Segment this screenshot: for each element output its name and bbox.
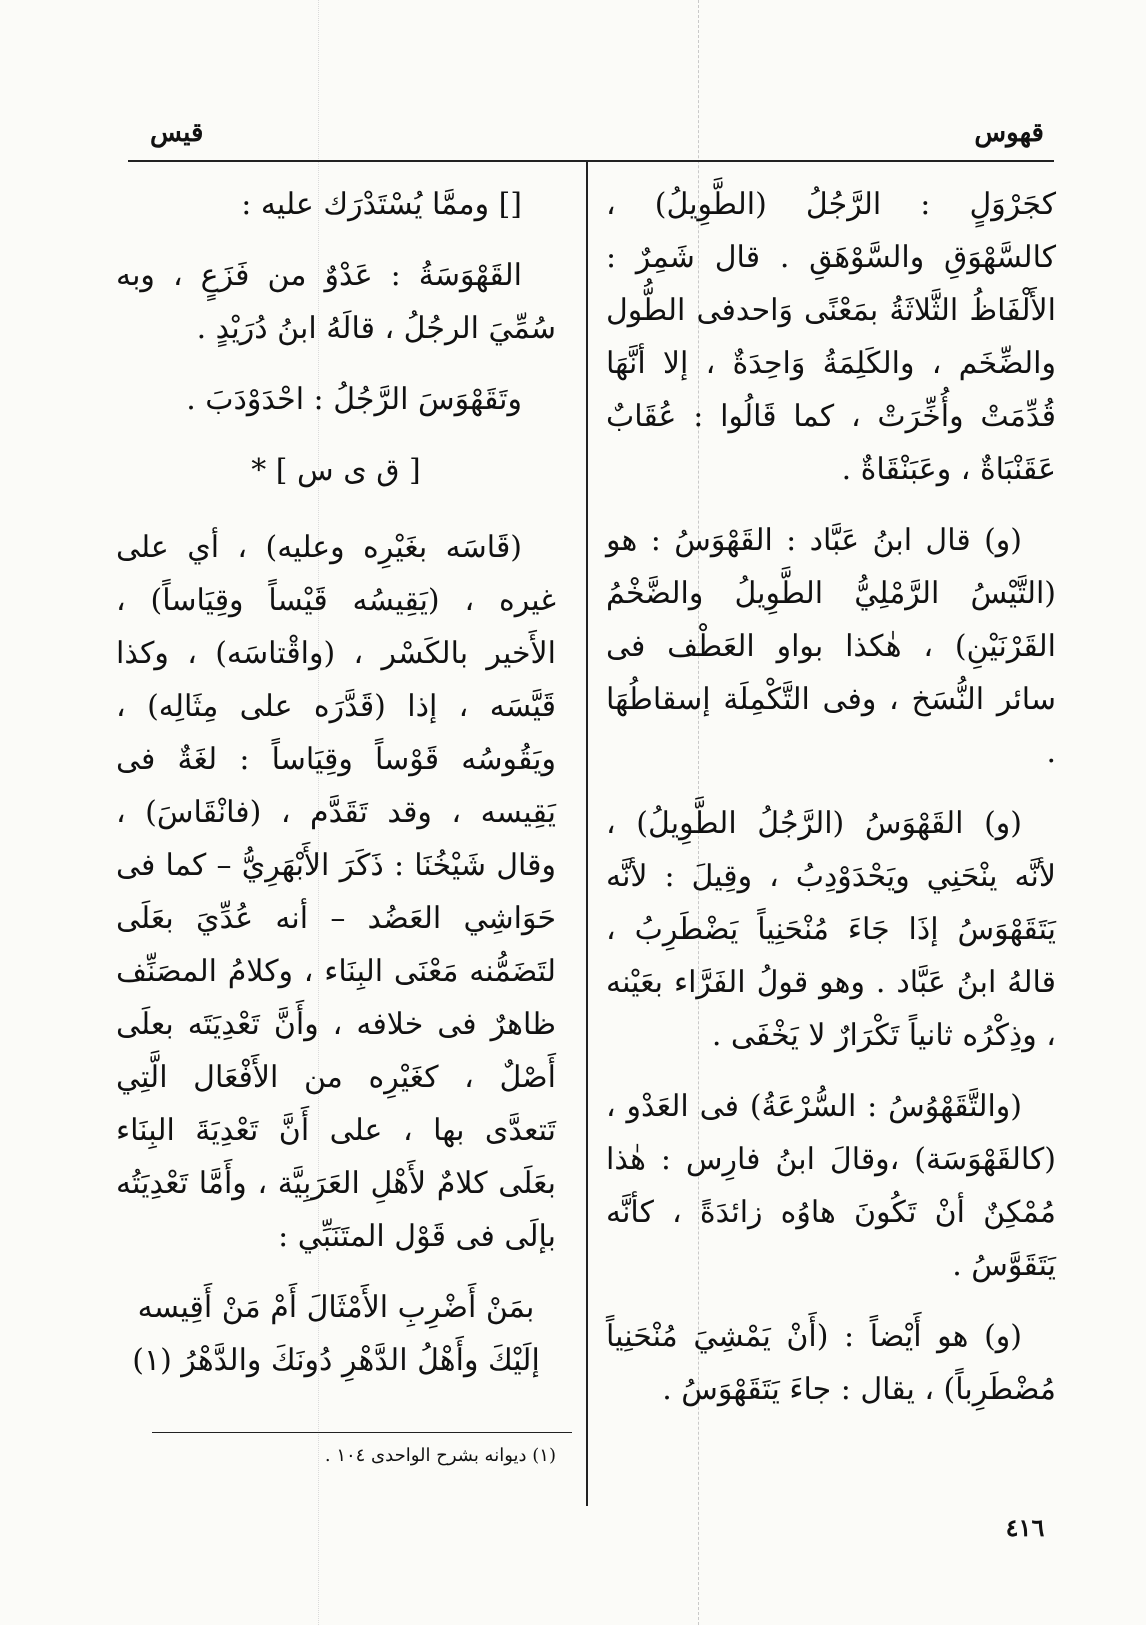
left-column	[116, 178, 556, 1387]
running-head-left: قيس	[150, 118, 204, 148]
footnote: (١) ديوانه بشرح الواحدى ١٠٤ .	[324, 1445, 556, 1466]
entry-paragraph: (والتَّقَهْوُسُ : السُّرْعَةُ) فى العَدْو ، (كالقَهْوَسَة) ،وقالَ ابنُ فارِس : هٰذا مُمْكِنٌ أنْ تَكُونَ هاوُه زائدَةً ، كأنَّه يَتَقَوَّسُ .	[606, 1089, 1056, 1283]
footnote-rule	[152, 1432, 572, 1433]
entry-paragraph: (قَاسَه بغَيْرِه وعليه) ، أي على غيره ، (يَقِيسُه قَيْساً وقِيَاساً) ، الأَخير بالكَسْر ، (واقْتاسَه) ، وكذا قَيَّسَه ، إذا (قَدَّرَه على مِثَالِه) ، ويَقُوسُه قَوْساً وقِيَاساً : لغَةٌ فى يَقِيسه ، وقد تَقَدَّم ، (فانْقَاسَ) ، وقال شَيْخُنَا : ذَكَرَ الأَبْهَرِيُّ – كما فى حَوَاشِي العَضُد – أنه عُدِّيَ بعَلَى لتَضَمُّنه مَعْنَى البِنَاء ، وكلامُ المصَنِّف ظاهرٌ فى خلافه ، وأَنَّ تَعْدِيَتَه بعلَى أَصْلٌ ، كغَيْرِه من الأَفْعَال الَّتِي تَتعدَّى بها ، على أَنَّ تَعْدِيَةَ البِنَاء بعَلَى كلامٌ لأَهْلِ العَرَبِيَّة ، وأَمَّا تَعْدِيَتُه بإلَى فى قَوْل المتَنَبِّي :	[116, 530, 556, 1254]
entry-paragraph: (و) القَهْوَسُ (الرَّجُلُ الطَّوِيلُ) ، لأنَّه ينْحَنِي ويَحْدَوْدِبُ ، وقِيلَ : لأنَّه يَتَقَهْوَسُ إذَا جَاءَ مُنْحَنِياً يَضْطَرِبُ ، قالهُ ابنُ عَبَّاد . وهو قولُ الفَرَّاء بعَيْنه ، وذِكْرُه ثانياً تَكْرَارٌ لا يَخْفَى .	[606, 806, 1056, 1053]
verse-line: بمَنْ أَضْرِبِ الأَمْثَالَ أَمْ مَنْ أَقِيسه	[137, 1290, 535, 1325]
right-column	[606, 178, 1056, 1434]
verse-line: إلَيْكَ وأَهْلُ الدَّهْرِ دُونَكَ والدَّهْرُ (١)	[132, 1343, 540, 1378]
entry-paragraph: وتَقَهْوَسَ الرَّجُلُ : احْدَوْدَبَ .	[186, 382, 522, 417]
header-rule	[128, 160, 1054, 162]
entry-paragraph: القَهْوَسَةُ : عَدْوٌ من فَزَعٍ ، وبه سُمِّيَ الرجُلُ ، قالَهُ ابنُ دُرَيْدٍ .	[116, 258, 556, 346]
page-number: ٤١٦	[1005, 1513, 1045, 1542]
entry-paragraph: (و) هو أَيْضاً : (أَنْ يَمْشِيَ مُنْحَنِياً مُضْطَرِباً) ، يقال : جاءَ يَتَقَهْوَسُ .	[606, 1319, 1056, 1407]
entry-paragraph: (و) قال ابنُ عَبَّاد : القَهْوَسُ : هو (التَّيْسُ الرَّمْلِيُّ الطَّوِيلُ والضَّخْمُ القَرْنَيْنِ) ، هٰكذا بواو العَطْف فى سائر النُّسَخ ، وفى التَّكْمِلَة إسقاطُهَا .	[606, 523, 1056, 770]
running-head-right: قهوس	[974, 118, 1044, 148]
entry-paragraph: كجَرْوَلٍ : الرَّجُلُ (الطَّوِيلُ) ، كالسَّهْوَقِ والسَّوْهَقِ . قال شَمِرٌ : الأَلْفَاظُ الثَّلاثَةُ بمَعْنًى وَاحدفى الطُّول والضِّخَم ، والكَلِمَةُ وَاحِدَةٌ ، إلا أنَّهَا قُدِّمَتْ وأُخِّرَتْ ، كما قَالُوا : عُقَابٌ عَقَنْبَاةٌ ، وعَبَنْقَاةٌ .	[606, 187, 1056, 487]
column-divider	[586, 160, 588, 1506]
addendum-intro: [] وممَّا يُسْتَدْرَك عليه :	[241, 187, 522, 222]
section-heading: [ ق ى س ] *	[251, 453, 421, 488]
